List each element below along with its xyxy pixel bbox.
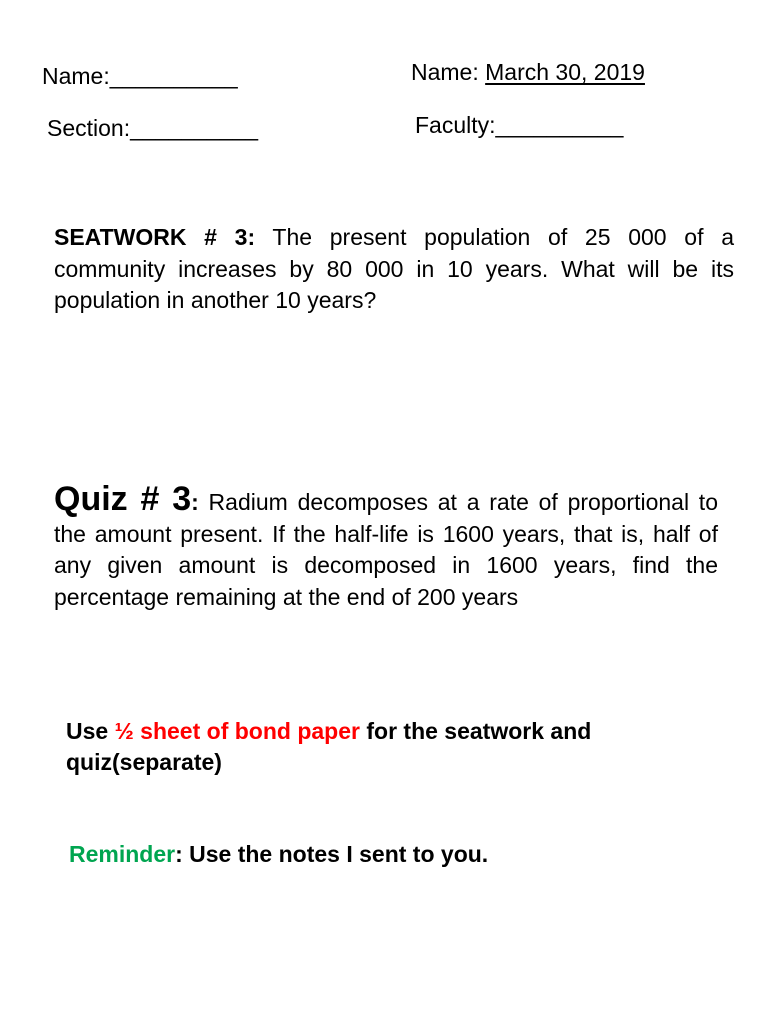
faculty-blank: __________ bbox=[495, 112, 624, 138]
instruction-prefix: Use bbox=[66, 718, 115, 744]
reminder-label: Reminder bbox=[69, 841, 176, 867]
name-field-left bbox=[42, 62, 238, 90]
name-blank: __________ bbox=[109, 63, 238, 89]
seatwork-paragraph bbox=[54, 222, 734, 317]
section-blank: __________ bbox=[130, 115, 259, 141]
instruction-highlight: ½ sheet of bond paper bbox=[114, 718, 360, 744]
quiz-paragraph bbox=[54, 480, 718, 613]
faculty-label: Faculty: bbox=[415, 112, 496, 138]
faculty-field bbox=[415, 111, 623, 139]
instruction-suffix: for the seatwork and quiz(separate) bbox=[66, 718, 592, 775]
date-value: March 30, 2019 bbox=[485, 59, 645, 85]
section-label: Section: bbox=[47, 115, 131, 141]
reminder-text: : Use the notes I sent to you. bbox=[175, 841, 489, 867]
quiz-colon: : bbox=[191, 489, 199, 515]
instruction-note bbox=[66, 716, 726, 778]
seatwork-title: SEATWORK # 3: bbox=[54, 224, 256, 250]
name-label: Name: bbox=[42, 63, 110, 89]
quiz-title: Quiz # 3 bbox=[54, 480, 192, 518]
reminder-note bbox=[69, 839, 729, 870]
name-label-right: Name: bbox=[411, 59, 486, 85]
section-field bbox=[47, 114, 258, 142]
quiz-text: Radium decomposes at a rate of proportional to the amount present. If the half-life is 1600 years, that is, half of any given amount is decomposed in 1600 years, find the percentage remaining at the end of 200 years bbox=[54, 489, 718, 610]
seatwork-text: The present population of 25 000 of a community increases by 80 000 in 10 years. What will be its population in another 10 years? bbox=[54, 224, 734, 313]
name-field-right bbox=[411, 58, 645, 86]
